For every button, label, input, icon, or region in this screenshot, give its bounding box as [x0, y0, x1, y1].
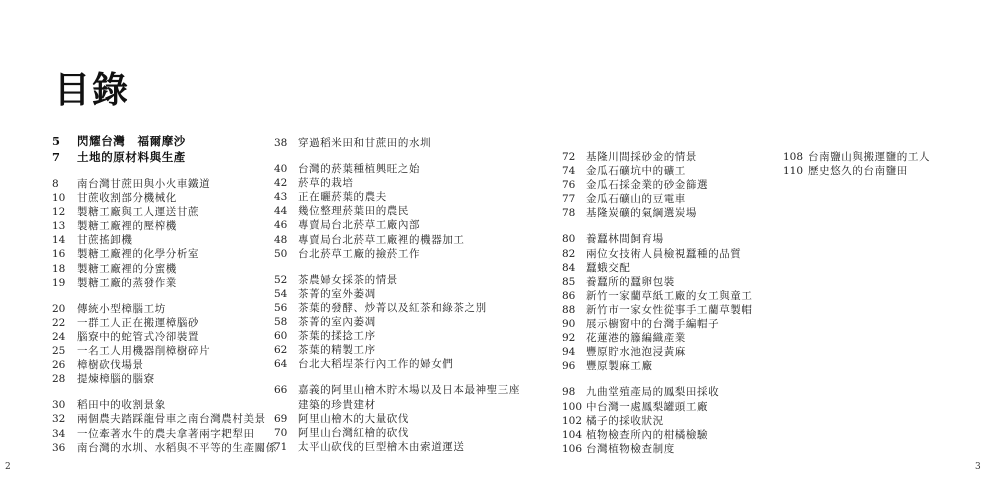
- toc-entry[interactable]: [562, 261, 753, 275]
- toc-entry-title: [298, 287, 376, 301]
- toc-page-number: 94: [562, 346, 576, 359]
- toc-entry-title-line: 豐原製麻工廠: [586, 360, 653, 373]
- toc-entry[interactable]: [274, 412, 520, 426]
- toc-entry-title: [586, 428, 708, 442]
- toc-entry[interactable]: [562, 414, 753, 428]
- toc-entry[interactable]: [52, 358, 277, 372]
- toc-page-number: 10: [52, 192, 66, 205]
- toc-entry-title-line: 茶葉的發酵、炒菁以及紅茶和綠茶之別: [298, 301, 487, 314]
- toc-entry-title-line: 兩位女技術人員檢視蠶種的品質: [586, 247, 742, 260]
- toc-entry-title: [298, 440, 465, 454]
- toc-entry-title: [77, 276, 177, 290]
- toc-entry[interactable]: [274, 383, 520, 411]
- toc-page-number: 13: [52, 220, 66, 233]
- toc-entry[interactable]: [562, 303, 753, 317]
- toc-entry-title: [298, 218, 420, 232]
- toc-entry-title-line: 中台灣一處鳳梨罐頭工廠: [586, 400, 709, 413]
- toc-entry[interactable]: [52, 302, 277, 316]
- toc-entry-title-line: 歷史悠久的台南鹽田: [808, 165, 908, 178]
- toc-entry-title-line: 太平山砍伐的巨型檜木由索道運送: [298, 440, 465, 453]
- toc-entry[interactable]: [274, 426, 520, 440]
- toc-page-number: 62: [274, 344, 288, 357]
- toc-entry-title-line: 閃耀台灣 福爾摩沙: [77, 134, 186, 148]
- toc-entry[interactable]: [52, 205, 277, 219]
- toc-entry-title-line: 一位牽著水牛的農夫拿著兩字耙犁田: [77, 427, 255, 440]
- toc-entry[interactable]: [562, 150, 753, 164]
- toc-entry-title-line: 南台灣的水圳、水稻與不平等的生產關係: [77, 441, 277, 454]
- toc-page-number: 58: [274, 316, 288, 329]
- toc-entry-title: [77, 205, 199, 219]
- toc-entry-title: [586, 303, 753, 317]
- toc-page-number: 18: [52, 262, 66, 275]
- toc-page-number: 56: [274, 301, 288, 314]
- toc-page-number: 20: [52, 302, 66, 315]
- toc-entry-title-line: 菸草的栽培: [298, 177, 354, 190]
- toc-entry[interactable]: [52, 191, 277, 205]
- toc-section: [274, 273, 520, 372]
- toc-entry-title: [808, 164, 908, 178]
- toc-entry-title: [77, 330, 199, 344]
- toc-entry-title-line: 台北菸草工廠的撿菸工作: [298, 247, 421, 260]
- toc-section: [274, 162, 520, 261]
- toc-page-number: 78: [562, 207, 576, 220]
- toc-page-number: 110: [783, 165, 804, 178]
- toc-page-number: 40: [274, 163, 288, 176]
- toc-entry-title: [586, 331, 686, 345]
- toc-page-number: 42: [274, 177, 288, 190]
- toc-entry-title: [298, 329, 376, 343]
- toc-entry-title-line: 茶農婦女採茶的情景: [298, 273, 398, 286]
- toc-page-number: 82: [562, 247, 576, 260]
- toc-entry-title-line: 台北大稻埕茶行內工作的婦女們: [298, 358, 454, 371]
- toc-entry-title: [77, 344, 210, 358]
- toc-page-number: 80: [562, 233, 576, 246]
- toc-entry-title-line: 專賣局台北菸草工廠裡的機器加工: [298, 233, 465, 246]
- toc-entry-title: [77, 358, 144, 372]
- toc-entry-title-line: 製糖工廠裡的化學分析室: [77, 248, 200, 261]
- toc-entry-title-line: 阿里山台灣紅檜的砍伐: [298, 426, 409, 439]
- toc-entry-title: [77, 398, 166, 412]
- page-number-right: 3: [975, 462, 981, 472]
- toc-entry[interactable]: [562, 385, 753, 399]
- toc-page-number: 28: [52, 373, 66, 386]
- toc-page-number: 24: [52, 330, 66, 343]
- toc-entry-title: [77, 372, 155, 386]
- toc-entry[interactable]: [274, 301, 520, 315]
- toc-entry-title-line: 製糖工廠與工人運送甘蔗: [77, 206, 200, 219]
- toc-entry-title-line: 穿過稻米田和甘蔗田的水圳: [298, 137, 432, 149]
- toc-entry-title: [586, 317, 719, 331]
- toc-entry-title: [298, 301, 487, 315]
- toc-entry-title: [298, 357, 453, 371]
- toc-entry[interactable]: [562, 359, 753, 373]
- toc-entry-title-line: 植物檢查所內的柑橘檢驗: [586, 428, 709, 441]
- toc-entry-title-line: 腦寮中的蛇管式冷卻裝置: [77, 330, 200, 343]
- toc-page-number: 8: [52, 178, 59, 190]
- toc-section: [274, 383, 520, 453]
- toc-entry-title: [586, 232, 664, 246]
- toc-entry-title: [586, 206, 697, 220]
- toc-entry-title: [586, 178, 708, 192]
- toc-page-number: 44: [274, 205, 288, 218]
- toc-entry-title-line: 嘉義的阿里山檜木貯木場以及日本最神聖三座: [298, 384, 520, 397]
- toc-entry-title-line: 製糖工廠裡的壓榨機: [77, 220, 177, 233]
- toc-entry[interactable]: [52, 233, 277, 247]
- toc-entry[interactable]: [52, 149, 277, 165]
- toc-page-number: 72: [562, 151, 576, 163]
- toc-entry-title-line: 甘蔗搖卸機: [77, 234, 133, 247]
- toc-page-number: 102: [562, 414, 583, 427]
- toc-entry[interactable]: [562, 164, 753, 178]
- toc-entry-title-line: 幾位整理菸葉田的農民: [298, 205, 409, 218]
- toc-entry-title-line: 養蠶所的蠶卵包裝: [586, 275, 675, 288]
- toc-entry-title: [586, 261, 630, 275]
- toc-entry-title-line: 基隆炭礦的氣綱選炭場: [586, 207, 697, 220]
- toc-entry[interactable]: [274, 357, 520, 371]
- toc-entry-title: [77, 412, 266, 426]
- toc-entry-title: [77, 316, 199, 330]
- toc-page-number: 77: [562, 193, 576, 206]
- toc-entry[interactable]: [562, 428, 753, 442]
- toc-page-number: 100: [562, 400, 583, 413]
- toc-entry-title-line: 金瓜石採金業的砂金篩選: [586, 179, 709, 192]
- toc-entry-title: [298, 315, 376, 329]
- toc-entry[interactable]: [562, 331, 753, 345]
- toc-entry[interactable]: [562, 232, 753, 246]
- toc-entry[interactable]: [52, 133, 277, 149]
- toc-entry-title-line: 豐原貯水池泡浸黃麻: [586, 346, 686, 359]
- toc-entry-title: [586, 247, 741, 261]
- toc-page-number: 34: [52, 427, 66, 440]
- toc-page-number: 26: [52, 359, 66, 372]
- toc-entry[interactable]: [274, 287, 520, 301]
- toc-entry-title: [586, 275, 675, 289]
- toc-entry-title-line: 台灣植物檢查制度: [586, 442, 675, 455]
- toc-entry[interactable]: [274, 204, 520, 218]
- toc-entry-title: [298, 233, 465, 247]
- toc-entry-title-line: 金瓜石礦山的豆電車: [586, 193, 686, 206]
- toc-entry[interactable]: [52, 219, 277, 233]
- toc-entry[interactable]: [562, 400, 753, 414]
- page-title: 目錄: [54, 69, 131, 111]
- toc-entry-title: [298, 412, 409, 426]
- toc-entry-title-line: 茶葉的精製工序: [298, 344, 376, 357]
- toc-entry-title: [586, 345, 686, 359]
- toc-entry-title-line: 一群工人正在搬運樟腦砂: [77, 316, 200, 329]
- toc-entry-title-line: 提煉樟腦的腦寮: [77, 373, 155, 386]
- toc-entry-title: [77, 441, 277, 455]
- toc-entry-title: [298, 383, 520, 411]
- toc-entry[interactable]: [274, 247, 520, 261]
- toc-page-number: 69: [274, 412, 288, 425]
- toc-entry[interactable]: [274, 136, 520, 150]
- toc-entry-title-line: 正在曬菸葉的農夫: [298, 191, 387, 204]
- toc-entry-title: [77, 219, 177, 233]
- toc-entry[interactable]: [274, 190, 520, 204]
- toc-entry-title: [586, 400, 708, 414]
- toc-page-number: 71: [274, 440, 288, 453]
- toc-entry[interactable]: [562, 317, 753, 331]
- toc-page-number: 96: [562, 360, 576, 373]
- toc-entry-title: [77, 247, 199, 261]
- toc-page-number: 32: [52, 413, 66, 426]
- toc-entry-title-line: 一名工人用機器削樟樹碎片: [77, 345, 211, 358]
- page-number-left: 2: [5, 462, 11, 472]
- toc-entry-title-line: 基隆川間採砂金的情景: [586, 151, 697, 163]
- toc-section: [562, 385, 753, 455]
- toc-entry[interactable]: [274, 440, 520, 454]
- toc-section: [562, 150, 753, 220]
- toc-page-number: 12: [52, 206, 66, 219]
- toc-entry[interactable]: [52, 412, 277, 426]
- toc-page-number: 64: [274, 358, 288, 371]
- toc-entry-title: [298, 247, 420, 261]
- toc-entry-title: [586, 414, 664, 428]
- toc-page-number: 50: [274, 247, 288, 260]
- toc-entry-title: [298, 204, 409, 218]
- toc-page-number: 22: [52, 316, 66, 329]
- toc-entry[interactable]: [562, 206, 753, 220]
- toc-page-number: 108: [783, 151, 804, 163]
- toc-entry-title-line: 建築的珍貴建材: [298, 398, 376, 411]
- toc-entry-title: [298, 136, 431, 150]
- toc-entry-title-line: 蠶蛾交配: [586, 261, 631, 274]
- toc-entry-title-line: 金瓜石礦坑中的礦工: [586, 165, 686, 178]
- toc-section: [52, 302, 277, 387]
- toc-entry[interactable]: [274, 218, 520, 232]
- toc-entry-title-line: 茶菁的室外萎凋: [298, 287, 376, 300]
- toc-page-number: 14: [52, 234, 66, 247]
- toc-entry-title: [77, 233, 133, 247]
- toc-entry-title: [77, 177, 210, 191]
- toc-entry[interactable]: [52, 276, 277, 290]
- toc-page-number: 54: [274, 287, 288, 300]
- toc-entry-title-line: 茶葉的揉捻工序: [298, 330, 376, 343]
- toc-entry[interactable]: [562, 289, 753, 303]
- toc-entry[interactable]: [783, 164, 930, 178]
- toc-page-number: 43: [274, 191, 288, 204]
- toc-entry[interactable]: [274, 233, 520, 247]
- toc-entry-title-line: 樟樹砍伐場景: [77, 359, 144, 372]
- toc-page-number: 25: [52, 345, 66, 358]
- toc-entry-title: [77, 302, 166, 316]
- toc-page-number: 7: [52, 150, 61, 164]
- toc-column-2: [274, 136, 520, 466]
- toc-page-number: 52: [274, 273, 288, 286]
- toc-entry-title: [77, 262, 177, 276]
- toc-entry-title-line: 稻田中的收割景象: [77, 399, 166, 412]
- toc-entry[interactable]: [562, 345, 753, 359]
- toc-entry-title: [77, 149, 186, 165]
- toc-entry-title: [77, 133, 186, 149]
- toc-page-number: 60: [274, 330, 288, 343]
- toc-page-number: 74: [562, 165, 576, 178]
- toc-entry-title-line: 阿里山檜木的大量砍伐: [298, 412, 409, 425]
- toc-entry[interactable]: [274, 329, 520, 343]
- toc-page-number: 76: [562, 179, 576, 192]
- toc-entry[interactable]: [274, 315, 520, 329]
- toc-entry-title-line: 養蠶林間飼育場: [586, 233, 664, 246]
- toc-page-number: 84: [562, 261, 576, 274]
- toc-entry-title: [298, 273, 398, 287]
- toc-page-number: 85: [562, 275, 576, 288]
- toc-entry-title-line: 兩個農夫踏踩龍骨車之南台灣農村美景: [77, 413, 266, 426]
- toc-entry-title-line: 新竹市一家女性從事手工藺草製帽: [586, 303, 753, 316]
- toc-entry[interactable]: [783, 150, 930, 164]
- toc-entry-title-line: 茶菁的室內萎凋: [298, 316, 376, 329]
- toc-entry-title: [77, 191, 177, 205]
- toc-entry[interactable]: [52, 247, 277, 261]
- toc-column-3: [562, 150, 753, 468]
- toc-entry[interactable]: [52, 177, 277, 191]
- toc-entry-title-line: 花蓮港的籐編織產業: [586, 332, 686, 345]
- toc-page-number: 38: [274, 137, 288, 149]
- toc-entry-title-line: 新竹一家藺草紙工廠的女工與童工: [586, 289, 753, 302]
- toc-entry[interactable]: [562, 247, 753, 261]
- toc-entry[interactable]: [52, 372, 277, 386]
- toc-page-number: 92: [562, 332, 576, 345]
- toc-entry-title: [808, 150, 930, 164]
- toc-entry-title-line: 九曲堂殖產局的鳳梨田採收: [586, 386, 720, 399]
- toc-entry[interactable]: [52, 316, 277, 330]
- toc-page-number: 66: [274, 384, 288, 397]
- toc-entry[interactable]: [562, 192, 753, 206]
- toc-entry[interactable]: [52, 427, 277, 441]
- toc-page-number: 106: [562, 442, 583, 455]
- toc-page-number: 48: [274, 233, 288, 246]
- toc-entry-title-line: 土地的原材料與生產: [77, 150, 186, 164]
- toc-entry-title: [586, 385, 719, 399]
- toc-section: [52, 398, 277, 454]
- toc-column-1: [52, 133, 277, 467]
- toc-page-number: 30: [52, 399, 66, 412]
- toc-section: [274, 136, 520, 150]
- toc-page-number: 70: [274, 426, 288, 439]
- toc-entry-title-line: 製糖工廠裡的分蜜機: [77, 262, 177, 275]
- toc-entry-title-line: 甘蔗收割部分機械化: [77, 192, 177, 205]
- toc-entry-title: [586, 442, 675, 456]
- toc-entry[interactable]: [52, 344, 277, 358]
- toc-section: [52, 177, 277, 290]
- toc-entry-title: [298, 343, 376, 357]
- toc-entry-title: [586, 359, 653, 373]
- toc-entry-title-line: 傳統小型樟腦工坊: [77, 302, 166, 315]
- toc-entry-title: [586, 289, 753, 303]
- toc-page-number: 16: [52, 248, 66, 261]
- toc-page-number: 88: [562, 303, 576, 316]
- toc-page-number: 19: [52, 276, 66, 289]
- toc-entry-title-line: 製糖工廠的蒸發作業: [77, 276, 177, 289]
- toc-entry-title: [298, 176, 354, 190]
- toc-entry-title: [298, 426, 409, 440]
- toc-entry-title-line: 台灣的菸葉種植興旺之始: [298, 163, 421, 176]
- toc-page-number: 46: [274, 219, 288, 232]
- toc-entry-title: [298, 162, 420, 176]
- toc-entry-title: [586, 150, 697, 164]
- toc-entry-title-line: 橘子的採收狀況: [586, 414, 664, 427]
- toc-entry-title-line: 展示櫥窗中的台灣手編帽子: [586, 318, 720, 331]
- toc-entry-title: [298, 190, 387, 204]
- toc-entry[interactable]: [52, 330, 277, 344]
- toc-page-number: 98: [562, 386, 576, 399]
- toc-entry[interactable]: [562, 275, 753, 289]
- toc-page-number: 36: [52, 441, 66, 454]
- toc-entry-title-line: 南台灣甘蔗田與小火車鐵道: [77, 178, 211, 190]
- toc-entry-title: [586, 192, 686, 206]
- toc-entry[interactable]: [562, 178, 753, 192]
- toc-page-number: 5: [52, 134, 61, 148]
- toc-entry-title: [77, 427, 255, 441]
- toc-column-4: [783, 150, 930, 190]
- toc-page-number: 86: [562, 289, 576, 302]
- toc-entry[interactable]: [274, 343, 520, 357]
- toc-entry-title: [586, 164, 686, 178]
- toc-entry[interactable]: [274, 273, 520, 287]
- toc-entry[interactable]: [52, 262, 277, 276]
- toc-section: [52, 133, 277, 165]
- toc-entry-title-line: 台南鹽山與搬運鹽的工人: [808, 151, 931, 163]
- toc-page-number: 104: [562, 428, 583, 441]
- toc-section: [562, 232, 753, 373]
- toc-entry[interactable]: [274, 176, 520, 190]
- toc-entry[interactable]: [274, 162, 520, 176]
- toc-entry-title-line: 專賣局台北菸草工廠內部: [298, 219, 421, 232]
- toc-entry[interactable]: [562, 442, 753, 456]
- toc-entry[interactable]: [52, 441, 277, 455]
- toc-section: [783, 150, 930, 178]
- toc-entry[interactable]: [52, 398, 277, 412]
- toc-page-number: 90: [562, 318, 576, 331]
